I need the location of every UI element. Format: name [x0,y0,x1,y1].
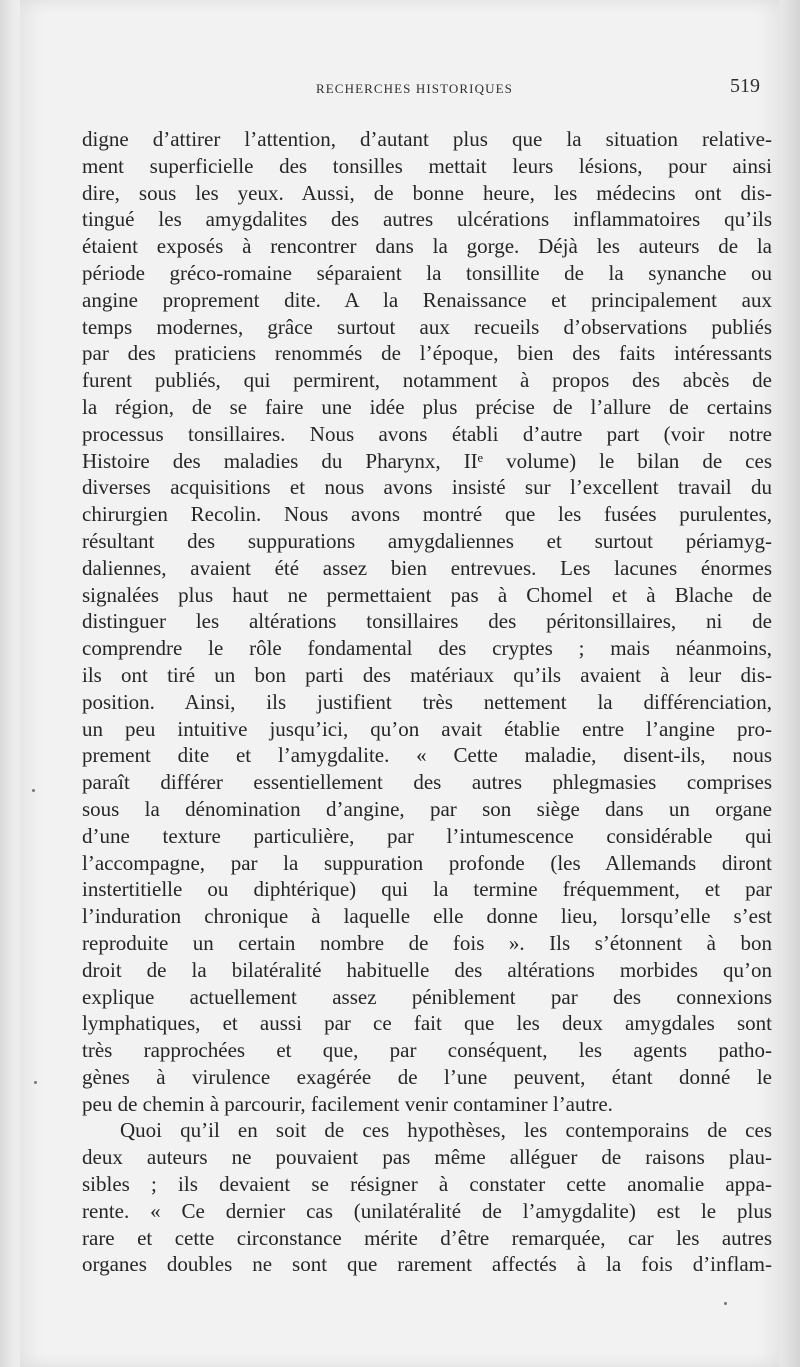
text-line: période gréco-romaine séparaient la tonsillite de la synanche ou [82,260,772,285]
text-line: Histoire des maladies du Pharynx, IIᵉ volume) le bilan de ces [82,448,772,473]
text-line: dire, sous les yeux. Aussi, de bonne heure, les médecins ont dis- [82,180,772,205]
text-line: tingué les amygdalites des autres ulcérations inflammatoires qu’ils [82,207,772,232]
text-line: deux auteurs ne pouvaient pas même alléguer de raisons plau- [82,1145,772,1170]
text-line: processus tonsillaires. Nous avons établi d’autre part (voir notre [82,421,772,446]
text-line: par des praticiens renommés de l’époque, bien des faits intéressants [82,341,772,366]
text-line: un peu intuitive jusqu’ici, qu’on avait établie entre l’angine pro- [82,716,772,741]
text-line: prement dite et l’amygdalite. « Cette maladie, disent-ils, nous [82,743,772,768]
text-line: la région, de se faire une idée plus précise de l’allure de certains [82,394,772,419]
text-line: angine proprement dite. A la Renaissance et principalement aux [82,287,772,312]
text-line: gènes à virulence exagérée de l’une peuvent, étant donné le [82,1064,772,1089]
page-number: 519 [730,75,760,97]
text-line: furent publiés, qui permirent, notamment à propos des abcès de [82,368,772,393]
text-line: rente. « Ce dernier cas (unilatéralité de l’amygdalite) est le plus [82,1198,772,1223]
text-line: ils ont tiré un bon parti des matériaux qu’ils avaient à leur dis- [82,662,772,687]
text-line: paraît différer essentiellement des autres phlegmasies comprises [82,770,772,795]
text-line: organes doubles ne sont que rarement affectés à la fois d’inflam- [82,1252,772,1277]
text-line: rare et cette circonstance mérite d’être remarquée, car les autres [82,1225,772,1250]
text-line: distinguer les altérations tonsillaires des péritonsillaires, ni de [82,609,772,634]
running-title: RECHERCHES HISTORIQUES [316,81,513,96]
text-line: daliennes, avaient été assez bien entrevues. Les lacunes énormes [82,555,772,580]
text-line: temps modernes, grâce surtout aux recueils d’observations publiés [82,314,772,339]
text-line: digne d’attirer l’attention, d’autant plus que la situation relative- [82,127,772,151]
text-line: reproduite un certain nombre de fois ». Ils s’étonnent à bon [82,930,772,955]
text-line: instertitielle ou diphtérique) qui la termine fréquemment, et par [82,877,772,902]
book-page [20,0,780,1367]
text-line: comprendre le rôle fondamental des cryptes ; mais néanmoins, [82,636,772,661]
scan-speck [724,1302,727,1305]
text-line: position. Ainsi, ils justifient très nettement la différenciation, [82,689,772,714]
page-header [20,75,780,99]
text-line: chirurgien Recolin. Nous avons montré que les fusées purulentes, [82,502,772,527]
text-line: l’accompagne, par la suppuration profonde (les Allemands diront [82,850,772,875]
body-text [82,126,772,1278]
paragraph-start-line: Quoi qu’il en soit de ces hypothèses, les contemporains de ces [120,1118,772,1143]
text-line: signalées plus haut ne permettaient pas à Chomel et à Blache de [82,582,772,607]
text-line: droit de la bilatéralité habituelle des altérations morbides qu’on [82,957,772,982]
text-line: très rapprochées et que, par conséquent, les agents patho- [82,1038,772,1063]
text-line: résultant des suppurations amygdaliennes et surtout périamyg- [82,528,772,553]
text-line: diverses acquisitions et nous avons insisté sur l’excellent travail du [82,475,772,500]
text-line: d’une texture particulière, par l’intumescence considérable qui [82,823,772,848]
scan-speck [32,789,35,792]
text-line: étaient exposés à rencontrer dans la gorge. Déjà les auteurs de la [82,234,772,259]
paragraph-end-line: peu de chemin à parcourir, facilement venir contaminer l’autre. [82,1091,613,1116]
text-line: ment superficielle des tonsilles mettait leurs lésions, pour ainsi [82,153,772,178]
text-line: l’induration chronique à laquelle elle donne lieu, lorsqu’elle s’est [82,904,772,929]
text-line: lymphatiques, et aussi par ce fait que les deux amygdales sont [82,1011,772,1036]
scan-speck [34,1081,37,1084]
text-line: sibles ; ils devaient se résigner à constater cette anomalie appa- [82,1172,772,1197]
text-line: sous la dénomination d’angine, par son siège dans un organe [82,796,772,821]
text-line: explique actuellement assez péniblement par des connexions [82,984,772,1009]
